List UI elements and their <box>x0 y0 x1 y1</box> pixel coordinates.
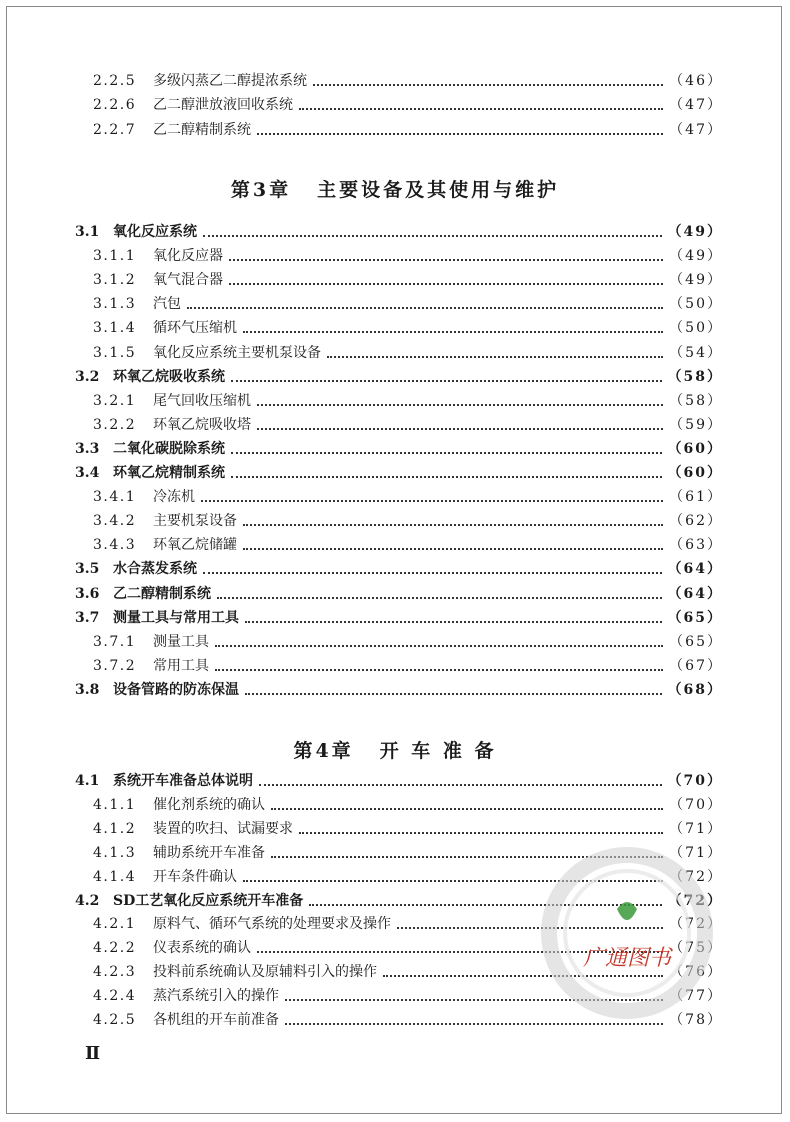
publisher-seal-watermark <box>537 843 717 1023</box>
toc-entry-title: 二氧化碳脱除系统 <box>113 440 225 457</box>
toc-entry-page: （71） <box>669 820 723 837</box>
toc-entry-title: 乙二醇精制系统 <box>113 585 211 602</box>
toc-entry-number: 3.7.1 <box>93 633 137 650</box>
toc-entry-page: （47） <box>669 121 723 138</box>
toc-subsection-entry <box>93 533 723 557</box>
toc-entry-page: （50） <box>669 320 723 337</box>
toc-entry-page: （64） <box>667 561 723 578</box>
toc-entry-title: 测量工具 <box>153 633 209 650</box>
page-number: Ⅱ <box>85 1043 101 1064</box>
toc-section-entry <box>75 437 723 461</box>
toc-entry-page: （67） <box>669 657 723 674</box>
toc-entry-title: 常用工具 <box>153 657 209 674</box>
toc-dot-leader <box>327 354 663 358</box>
seal-text: 广通图书 <box>582 946 672 971</box>
toc-entry-page: （76） <box>669 964 723 981</box>
toc-entry-number: 3.4.3 <box>93 537 137 554</box>
toc-entry-number: 3.2.2 <box>93 416 137 433</box>
chapter-3-title: 主要设备及其使用与维护 <box>317 179 560 201</box>
chapter-4-label: 第4章 <box>293 740 354 762</box>
toc-dot-leader <box>203 570 662 574</box>
toc-entry-number: 4.1.4 <box>93 868 137 885</box>
toc-entry-number: 3.4.1 <box>93 489 137 506</box>
toc-entry-page: （68） <box>667 681 723 698</box>
toc-entry-page: （54） <box>669 344 723 361</box>
toc-entry-page: （72） <box>669 916 723 933</box>
toc-dot-leader <box>243 522 663 526</box>
toc-dot-leader <box>245 619 662 623</box>
toc-entry-number: 4.2.4 <box>93 988 137 1005</box>
toc-dot-leader <box>257 131 663 135</box>
toc-entry-page: （65） <box>667 609 723 626</box>
toc-subsection-entry <box>93 69 723 93</box>
toc-dot-leader <box>299 830 663 834</box>
toc-section-entry <box>75 769 723 793</box>
chapter-4-title: 开 车 准 备 <box>379 740 497 762</box>
toc-entry-page: （47） <box>669 97 723 114</box>
toc-dot-leader <box>201 498 663 502</box>
toc-entry-number: 4.1 <box>75 773 100 789</box>
toc-entry-number: 4.2 <box>75 892 100 909</box>
toc-dot-leader <box>313 82 663 86</box>
toc-subsection-entry <box>93 793 723 817</box>
toc-entry-page: （61） <box>669 489 723 506</box>
toc-entry-number: 3.1 <box>75 224 100 240</box>
toc-entry-title: 设备管路的防冻保温 <box>113 681 239 698</box>
toc-entry-number: 3.7 <box>75 609 100 626</box>
toc-subsection-entry <box>93 244 723 268</box>
toc-subsection-entry <box>93 389 723 413</box>
toc-entry-title: 环氧乙烷吸收系统 <box>113 368 225 385</box>
chapter-3-heading <box>7 175 783 202</box>
toc-entry-number: 3.4 <box>75 465 100 481</box>
toc-entry-title: 装置的吹扫、试漏要求 <box>153 820 293 837</box>
toc-entry-title: 环氧乙烷精制系统 <box>113 465 225 481</box>
toc-dot-leader <box>299 106 663 110</box>
toc-section-entry <box>75 220 723 244</box>
toc-entry-title: 原料气、循环气系统的处理要求及操作 <box>153 916 391 933</box>
toc-dot-leader <box>243 329 663 333</box>
toc-section-entry <box>75 678 723 702</box>
toc-entry-page: （77） <box>669 988 723 1005</box>
toc-dot-leader <box>257 402 663 406</box>
toc-entry-page: （78） <box>669 1012 723 1028</box>
toc-entry-number: 3.5 <box>75 561 100 578</box>
toc-entry-title: 氧气混合器 <box>153 272 223 289</box>
toc-section-entry <box>75 582 723 606</box>
toc-entry-title: 辅助系统开车准备 <box>153 844 265 861</box>
toc-entry-page: （75） <box>669 940 723 957</box>
seal-ring <box>549 855 705 1011</box>
toc-entry-title: SD工艺氧化反应系统开车准备 <box>113 892 304 909</box>
toc-entry-page: （63） <box>669 537 723 554</box>
toc-entry-title: 系统开车准备总体说明 <box>113 773 253 789</box>
toc-entry-title: 冷冻机 <box>153 489 195 506</box>
toc-dot-leader <box>203 233 662 237</box>
toc-entry-title: 测量工具与常用工具 <box>113 609 239 626</box>
toc-section-entry <box>75 461 723 485</box>
toc-entry-number: 4.1.3 <box>93 844 137 861</box>
toc-entry-title: 蒸汽系统引入的操作 <box>153 988 279 1005</box>
toc-entry-title: 仪表系统的确认 <box>153 940 251 957</box>
toc-entry-page: （70） <box>667 773 723 789</box>
toc-entry-title: 多级闪蒸乙二醇提浓系统 <box>153 73 307 89</box>
toc-entry-number: 2.2.7 <box>93 121 137 138</box>
toc-entry-number: 4.2.2 <box>93 940 137 957</box>
toc-entry-title: 乙二醇精制系统 <box>153 121 251 138</box>
toc-entry-number: 2.2.5 <box>93 73 137 89</box>
toc-entry-title: 投料前系统确认及原辅料引入的操作 <box>153 964 377 981</box>
seal-inner-ring <box>565 871 689 995</box>
toc-subsection-entry <box>93 292 723 316</box>
toc-entry-title: 氧化反应器 <box>153 248 223 265</box>
seal-leaf-icon <box>617 902 637 920</box>
toc-entry-number: 3.7.2 <box>93 657 137 674</box>
toc-entry-title: 氧化反应系统 <box>113 224 197 240</box>
toc-entry-number: 3.1.5 <box>93 344 137 361</box>
toc-entry-number: 3.1.2 <box>93 272 137 289</box>
toc-entry-page: （58） <box>667 368 723 385</box>
toc-entry-number: 4.2.1 <box>93 916 137 933</box>
toc-subsection-entry <box>93 118 723 142</box>
toc-entry-page: （49） <box>669 248 723 265</box>
toc-entry-number: 2.2.6 <box>93 97 137 114</box>
toc-entry-title: 汽包 <box>153 296 181 313</box>
toc-subsection-entry <box>93 485 723 509</box>
toc-entry-page: （49） <box>669 272 723 289</box>
toc-entry-page: （58） <box>669 392 723 409</box>
toc-subsection-entry <box>93 316 723 340</box>
toc-dot-leader <box>271 806 663 810</box>
toc-entry-title: 乙二醇泄放液回收系统 <box>153 97 293 114</box>
toc-entry-number: 3.2 <box>75 368 100 385</box>
toc-subsection-entry <box>93 93 723 117</box>
toc-entry-number: 4.1.2 <box>93 820 137 837</box>
toc-entry-page: （46） <box>669 73 723 89</box>
toc-section-entry <box>75 606 723 630</box>
toc-entry-title: 开车条件确认 <box>153 868 237 885</box>
toc-entry-number: 4.1.1 <box>93 796 137 813</box>
toc-entry-page: （60） <box>667 465 723 481</box>
toc-dot-leader <box>257 426 663 430</box>
toc-subsection-entry <box>93 413 723 437</box>
toc-dot-leader <box>245 691 662 695</box>
chapter-3-label: 第3章 <box>230 179 292 201</box>
toc-subsection-entry <box>93 630 723 654</box>
toc-entry-title: 催化剂系统的确认 <box>153 796 265 813</box>
toc-entry-page: （71） <box>669 844 723 861</box>
toc-entry-page: （60） <box>667 440 723 457</box>
toc-entry-number: 3.2.1 <box>93 392 137 409</box>
toc-entry-title: 水合蒸发系统 <box>113 561 197 578</box>
toc-section-entry <box>75 557 723 581</box>
toc-entry-page: （59） <box>669 416 723 433</box>
toc-entry-number: 3.1.1 <box>93 248 137 265</box>
toc-dot-leader <box>217 595 662 599</box>
toc-subsection-entry <box>93 654 723 678</box>
toc-entry-page: （49） <box>667 224 723 240</box>
toc-entry-title: 尾气回收压缩机 <box>153 392 251 409</box>
toc-entry-page: （64） <box>667 585 723 602</box>
document-page <box>6 6 782 1114</box>
toc-dot-leader <box>215 643 663 647</box>
toc-subsection-entry <box>93 509 723 533</box>
toc-entry-title: 氧化反应系统主要机泵设备 <box>153 344 321 361</box>
toc-dot-leader <box>187 305 663 309</box>
toc-entry-number: 3.1.4 <box>93 320 137 337</box>
toc-dot-leader <box>259 782 662 786</box>
toc-entry-number: 3.1.3 <box>93 296 137 313</box>
toc-entry-title: 主要机泵设备 <box>153 513 237 530</box>
toc-dot-leader <box>229 257 663 261</box>
toc-entry-page: （50） <box>669 296 723 313</box>
toc-entry-number: 3.4.2 <box>93 513 137 530</box>
toc-subsection-entry <box>93 268 723 292</box>
toc-dot-leader <box>243 546 663 550</box>
toc-dot-leader <box>231 474 662 478</box>
toc-dot-leader <box>231 378 662 382</box>
toc-entry-page: （65） <box>669 633 723 650</box>
toc-entry-number: 4.2.5 <box>93 1012 137 1028</box>
toc-dot-leader <box>231 450 662 454</box>
toc-entry-page: （62） <box>669 513 723 530</box>
toc-dot-leader <box>215 667 663 671</box>
toc-entry-title: 各机组的开车前准备 <box>153 1012 279 1028</box>
toc-entry-title: 环氧乙烷储罐 <box>153 537 237 554</box>
toc-entry-page: （72） <box>667 892 723 909</box>
toc-subsection-entry <box>93 817 723 841</box>
toc-subsection-entry <box>93 341 723 365</box>
toc-entry-number: 3.6 <box>75 585 100 602</box>
toc-entry-title: 循环气压缩机 <box>153 320 237 337</box>
toc-entry-number: 3.8 <box>75 681 100 698</box>
toc-entry-page: （72） <box>669 868 723 885</box>
toc-entry-title: 环氧乙烷吸收塔 <box>153 416 251 433</box>
toc-entry-number: 4.2.3 <box>93 964 137 981</box>
toc-entry-number: 3.3 <box>75 440 100 457</box>
toc-dot-leader <box>229 281 663 285</box>
chapter-4-heading <box>7 736 783 763</box>
toc-entry-page: （70） <box>669 796 723 813</box>
toc-section-entry <box>75 365 723 389</box>
